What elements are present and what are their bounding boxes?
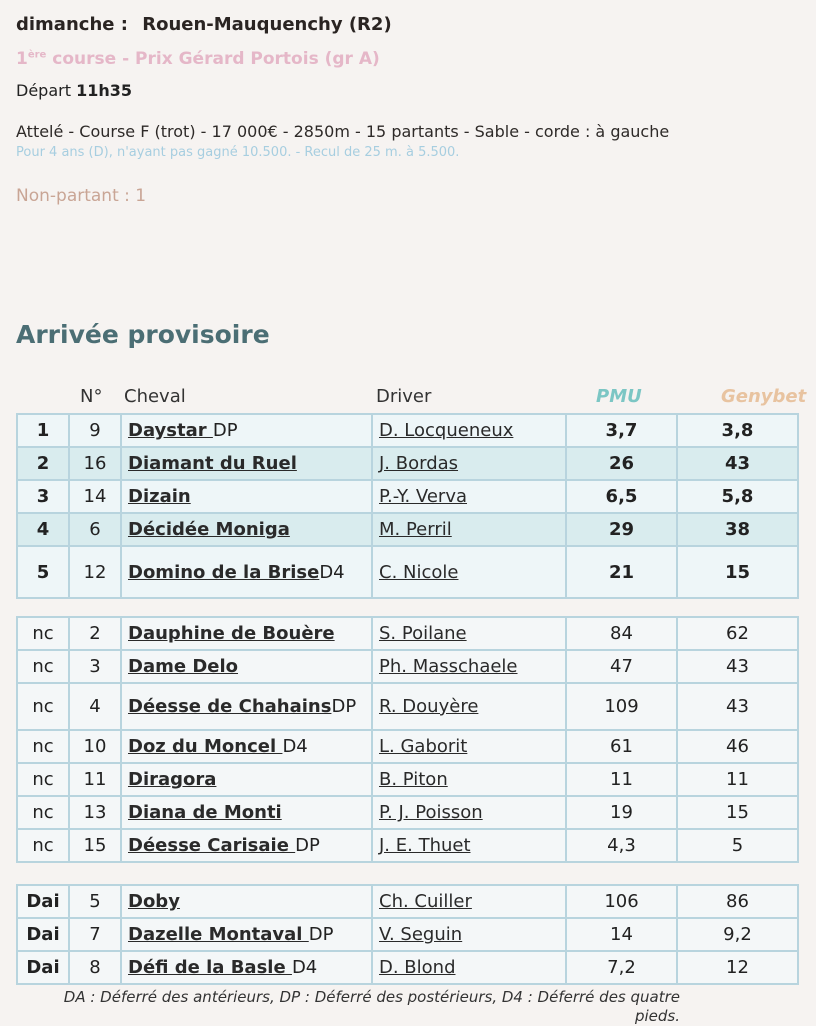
- genybet-odds-cell: [677, 918, 798, 951]
- horse-number: 8: [89, 957, 101, 978]
- number-cell: [69, 885, 121, 918]
- driver-link[interactable]: V. Seguin: [379, 924, 463, 945]
- table-row: [17, 730, 798, 763]
- genybet-odds: 12: [726, 957, 749, 978]
- pmu-odds-cell: [566, 513, 677, 546]
- depart-label: Départ: [16, 81, 71, 100]
- rank-cell: [17, 918, 69, 951]
- pmu-odds-cell: [566, 885, 677, 918]
- horse-link[interactable]: Décidée Moniga: [128, 519, 290, 540]
- table-row: [17, 617, 798, 650]
- horse-number: 4: [89, 696, 101, 717]
- driver-cell: [372, 546, 566, 598]
- number-cell: [69, 730, 121, 763]
- horse-cell: [121, 546, 372, 598]
- table-row: [17, 885, 798, 918]
- table-row: [17, 918, 798, 951]
- rank-value: 3: [36, 486, 50, 507]
- day-label: dimanche :: [16, 14, 128, 35]
- rank-cell: [17, 730, 69, 763]
- driver-link[interactable]: S. Poilane: [379, 623, 467, 644]
- rank-value: nc: [32, 769, 54, 790]
- pmu-odds-cell: [566, 447, 677, 480]
- horse-link[interactable]: Déesse de Chahains: [128, 696, 332, 717]
- driver-link[interactable]: M. Perril: [379, 519, 452, 540]
- rank-value: 4: [36, 519, 50, 540]
- rank-cell: [17, 414, 69, 447]
- genybet-odds: 9,2: [723, 924, 752, 945]
- driver-cell: [372, 885, 566, 918]
- genybet-odds-cell: [677, 480, 798, 513]
- horse-cell: [121, 796, 372, 829]
- table-row: [17, 650, 798, 683]
- pmu-odds-cell: [566, 480, 677, 513]
- rank-value: Dai: [26, 891, 60, 912]
- genybet-odds: 43: [726, 696, 749, 717]
- driver-cell: [372, 918, 566, 951]
- number-cell: [69, 951, 121, 984]
- rank-cell: [17, 650, 69, 683]
- horse-link[interactable]: Domino de la Brise: [128, 561, 320, 583]
- rank-value: nc: [32, 696, 54, 717]
- driver-link[interactable]: J. E. Thuet: [379, 835, 471, 856]
- horse-number: 14: [83, 486, 107, 507]
- horse-cell: [121, 951, 372, 984]
- genybet-odds-cell: [677, 763, 798, 796]
- number-cell: [69, 918, 121, 951]
- horse-number: 16: [83, 453, 107, 474]
- genybet-odds: 15: [724, 561, 751, 583]
- driver-link[interactable]: C. Nicole: [379, 561, 459, 583]
- horse-number: 3: [89, 656, 101, 677]
- pmu-odds-cell: [566, 730, 677, 763]
- genybet-odds-cell: [677, 796, 798, 829]
- pmu-odds: 7,2: [607, 957, 636, 978]
- table-row: [17, 447, 798, 480]
- table-row: [17, 951, 798, 984]
- horse-number: 2: [89, 623, 101, 644]
- shoeing-code: D4: [319, 561, 345, 583]
- rank-cell: [17, 546, 69, 598]
- footnote: DA : Déferré des antérieurs, DP : Déferré des postérieurs, D4 : Déferré des quatre pieds.: [63, 988, 680, 1025]
- number-cell: [69, 683, 121, 730]
- number-cell: [69, 650, 121, 683]
- driver-cell: [372, 763, 566, 796]
- pmu-odds: 106: [604, 891, 639, 912]
- horse-number: 6: [89, 519, 101, 540]
- rank-value: nc: [32, 736, 54, 757]
- pmu-odds: 19: [610, 802, 633, 823]
- header-cheval: Cheval: [124, 386, 186, 407]
- pmu-odds-cell: [566, 829, 677, 862]
- number-cell: [69, 480, 121, 513]
- driver-link[interactable]: L. Gaborit: [379, 736, 468, 757]
- horse-link[interactable]: Diamant du Ruel: [128, 453, 297, 474]
- driver-link[interactable]: Ph. Masschaele: [379, 656, 518, 677]
- pmu-odds: 3,7: [605, 420, 638, 441]
- horse-number: 9: [89, 420, 101, 441]
- header-num: N°: [80, 386, 103, 407]
- genybet-odds: 46: [726, 736, 749, 757]
- rank-cell: [17, 796, 69, 829]
- driver-link[interactable]: Ch. Cuiller: [379, 891, 472, 912]
- pmu-odds: 26: [608, 453, 635, 474]
- race-name: course - Prix Gérard Portois (gr A): [46, 49, 380, 69]
- pmu-odds-cell: [566, 763, 677, 796]
- race-conditions: Pour 4 ans (D), n'ayant pas gagné 10.500. - Recul de 25 m. à 5.500.: [16, 145, 460, 160]
- genybet-odds-cell: [677, 414, 798, 447]
- table-row: [17, 763, 798, 796]
- pmu-odds: 47: [610, 656, 633, 677]
- horse-number: 15: [83, 835, 107, 856]
- driver-cell: [372, 480, 566, 513]
- horse-link[interactable]: Diana de Monti: [128, 802, 282, 823]
- rank-value: nc: [32, 656, 54, 677]
- horse-cell: [121, 513, 372, 546]
- genybet-odds-cell: [677, 951, 798, 984]
- genybet-odds-cell: [677, 617, 798, 650]
- genybet-odds: 3,8: [721, 420, 754, 441]
- pmu-odds: 6,5: [605, 486, 638, 507]
- genybet-odds: 38: [724, 519, 751, 540]
- horse-cell: [121, 730, 372, 763]
- rank-value: nc: [32, 623, 54, 644]
- rank-value: nc: [32, 835, 54, 856]
- horse-number: 11: [83, 769, 107, 790]
- rank-value: Dai: [26, 957, 60, 978]
- pmu-odds: 14: [610, 924, 633, 945]
- table-row: [17, 683, 798, 730]
- horse-link[interactable]: Déesse Carisaie: [128, 835, 296, 856]
- rank-cell: [17, 480, 69, 513]
- rank-value: 5: [36, 561, 50, 583]
- genybet-odds: 11: [726, 769, 749, 790]
- race-info: Attelé - Course F (trot) - 17 000€ - 2850m - 15 partants - Sable - corde : à gauche: [16, 122, 670, 141]
- rank-cell: [17, 885, 69, 918]
- rank-cell: [17, 763, 69, 796]
- header-pmu: PMU: [596, 386, 642, 407]
- shoeing-code: DP: [308, 924, 334, 945]
- horse-cell: [121, 763, 372, 796]
- driver-link[interactable]: B. Piton: [379, 769, 448, 790]
- genybet-odds: 86: [726, 891, 749, 912]
- horse-number: 12: [83, 561, 107, 583]
- rank-cell: [17, 617, 69, 650]
- horse-cell: [121, 414, 372, 447]
- number-cell: [69, 414, 121, 447]
- genybet-odds-cell: [677, 683, 798, 730]
- horse-number: 5: [89, 891, 101, 912]
- genybet-odds: 15: [726, 802, 749, 823]
- pmu-odds-cell: [566, 617, 677, 650]
- pmu-odds-cell: [566, 796, 677, 829]
- top-results-table: [16, 413, 799, 599]
- pmu-odds-cell: [566, 683, 677, 730]
- genybet-odds-cell: [677, 650, 798, 683]
- driver-cell: [372, 447, 566, 480]
- horse-link[interactable]: Dazelle Montaval: [128, 924, 309, 945]
- non-partant: Non-partant : 1: [16, 186, 147, 206]
- meeting-name: Rouen-Mauquenchy (R2): [142, 14, 392, 35]
- table-row: [17, 513, 798, 546]
- horse-number: 7: [89, 924, 101, 945]
- pmu-odds-cell: [566, 546, 677, 598]
- header-driver: Driver: [376, 386, 432, 407]
- driver-cell: [372, 796, 566, 829]
- rank-cell: [17, 513, 69, 546]
- genybet-odds: 43: [726, 656, 749, 677]
- race-title: [16, 49, 380, 69]
- pmu-odds: 11: [610, 769, 633, 790]
- horse-cell: [121, 918, 372, 951]
- horse-cell: [121, 829, 372, 862]
- genybet-odds-cell: [677, 730, 798, 763]
- table-row: [17, 796, 798, 829]
- header-genybet: Genybet: [721, 386, 807, 407]
- driver-cell: [372, 650, 566, 683]
- driver-link[interactable]: D. Blond: [379, 957, 456, 978]
- depart-time: 11h35: [76, 81, 132, 100]
- pmu-odds: 109: [604, 696, 639, 717]
- number-cell: [69, 513, 121, 546]
- horse-link[interactable]: Daystar: [128, 420, 213, 441]
- pmu-odds: 84: [610, 623, 633, 644]
- number-cell: [69, 447, 121, 480]
- pmu-odds: 29: [608, 519, 635, 540]
- number-cell: [69, 617, 121, 650]
- race-number-suffix: ère: [27, 49, 47, 61]
- table-row: [17, 480, 798, 513]
- rank-cell: [17, 829, 69, 862]
- genybet-odds: 5,8: [721, 486, 754, 507]
- number-cell: [69, 829, 121, 862]
- driver-cell: [372, 683, 566, 730]
- driver-link[interactable]: J. Bordas: [379, 453, 459, 474]
- shoeing-code: D4: [282, 736, 308, 757]
- rank-value: nc: [32, 802, 54, 823]
- driver-cell: [372, 951, 566, 984]
- table-row: [17, 829, 798, 862]
- horse-cell: [121, 683, 372, 730]
- pmu-odds: 21: [608, 561, 635, 583]
- rank-value: Dai: [26, 924, 60, 945]
- driver-cell: [372, 513, 566, 546]
- genybet-odds-cell: [677, 885, 798, 918]
- pmu-odds-cell: [566, 951, 677, 984]
- meeting-heading: [16, 14, 392, 35]
- horse-cell: [121, 885, 372, 918]
- driver-cell: [372, 617, 566, 650]
- section-title: Arrivée provisoire: [16, 320, 270, 349]
- rank-value: 2: [36, 453, 50, 474]
- driver-link[interactable]: R. Douyère: [379, 696, 479, 717]
- horse-link[interactable]: Dizain: [128, 486, 191, 507]
- horse-number: 10: [83, 736, 107, 757]
- number-cell: [69, 763, 121, 796]
- genybet-odds-cell: [677, 447, 798, 480]
- horse-cell: [121, 617, 372, 650]
- driver-link[interactable]: P.-Y. Verva: [379, 486, 467, 507]
- number-cell: [69, 796, 121, 829]
- nc-results-table: [16, 616, 799, 863]
- genybet-odds-cell: [677, 829, 798, 862]
- driver-link[interactable]: P. J. Poisson: [379, 802, 483, 823]
- genybet-odds: 62: [726, 623, 749, 644]
- rank-cell: [17, 683, 69, 730]
- driver-cell: [372, 829, 566, 862]
- dai-results-table: [16, 884, 799, 985]
- horse-link[interactable]: Dame Delo: [128, 656, 239, 677]
- horse-cell: [121, 447, 372, 480]
- horse-number: 13: [83, 802, 107, 823]
- driver-cell: [372, 730, 566, 763]
- pmu-odds-cell: [566, 918, 677, 951]
- rank-cell: [17, 951, 69, 984]
- horse-link[interactable]: Diragora: [128, 769, 217, 790]
- horse-cell: [121, 480, 372, 513]
- results-table-header: [16, 386, 807, 412]
- genybet-odds: 5: [731, 835, 744, 856]
- shoeing-code: D4: [291, 957, 318, 978]
- rank-cell: [17, 447, 69, 480]
- race-number: 1: [16, 49, 28, 69]
- horse-link[interactable]: Défi de la Basle: [128, 957, 292, 978]
- genybet-odds-cell: [677, 513, 798, 546]
- number-cell: [69, 546, 121, 598]
- shoeing-code: DP: [212, 420, 238, 441]
- pmu-odds: 4,3: [607, 835, 636, 856]
- horse-link[interactable]: Dauphine de Bouère: [128, 623, 335, 644]
- pmu-odds-cell: [566, 650, 677, 683]
- table-row: [17, 546, 798, 598]
- rank-value: 1: [36, 420, 50, 441]
- shoeing-code: DP: [295, 835, 320, 856]
- genybet-odds: 43: [724, 453, 751, 474]
- driver-cell: [372, 414, 566, 447]
- horse-link[interactable]: Doby: [128, 891, 180, 912]
- horse-link[interactable]: Doz du Moncel: [128, 736, 283, 757]
- table-row: [17, 414, 798, 447]
- genybet-odds-cell: [677, 546, 798, 598]
- pmu-odds: 61: [610, 736, 633, 757]
- driver-link[interactable]: D. Locqueneux: [379, 420, 514, 441]
- pmu-odds-cell: [566, 414, 677, 447]
- depart-line: [16, 81, 132, 100]
- shoeing-code: DP: [331, 696, 357, 717]
- horse-cell: [121, 650, 372, 683]
